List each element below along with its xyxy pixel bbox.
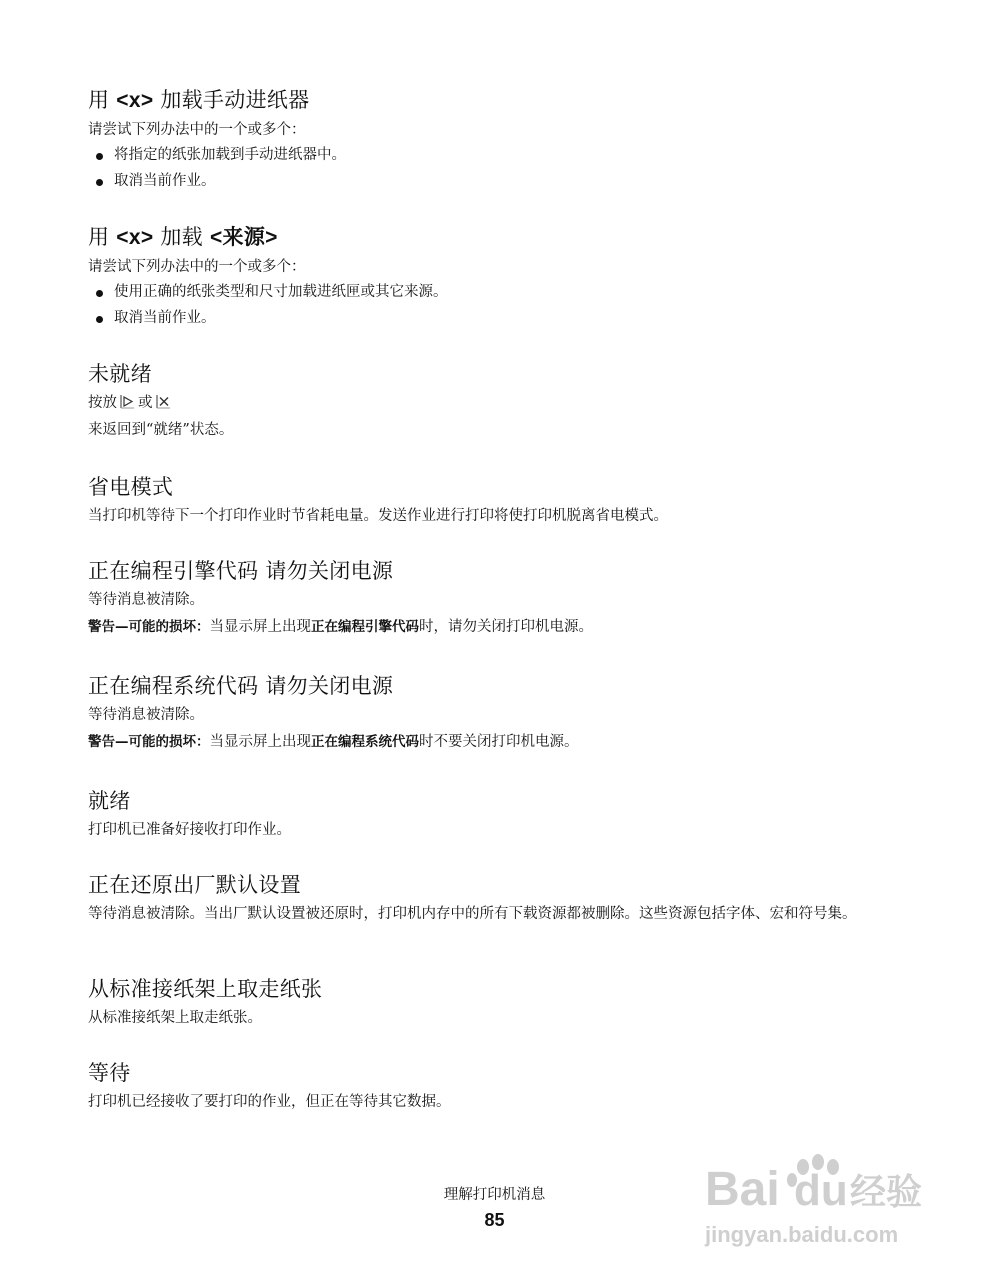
section-ready [88,787,908,871]
section-text: 来返回到“就绪”状态。 [88,422,234,438]
section-heading: 用 <x> 加载手动进纸器 [88,88,310,112]
section-waiting [88,1059,908,1112]
page-number: 85 [484,1210,505,1230]
bullet-icon [96,179,103,186]
section-intro: 请尝试下列办法中的一个或多个： [88,259,306,275]
section-power-saver [88,473,908,557]
section-heading: 正在还原出厂默认设置 [88,873,301,897]
section-text: 按放 或 [88,394,908,413]
bullet-icon [96,153,103,160]
section-load-manual-feeder [88,86,908,223]
section-programming-engine-code [88,557,908,672]
warning-label: 警告—可能的损坏： [88,619,210,635]
warning-label: 警告—可能的损坏： [88,734,210,750]
bullet-icon [96,316,103,323]
footer-title: 理解打印机消息 [443,1187,546,1203]
section-intro: 请尝试下列办法中的一个或多个： [88,122,306,138]
section-text: 从标准接纸架上取走纸张。 [88,1010,262,1026]
watermark-url: jingyan.baidu.com [705,1222,899,1247]
section-text: 等待消息被清除。 [88,592,204,608]
play-button-icon [120,394,135,409]
section-heading: 未就绪 [88,362,152,386]
section-heading: 等待 [88,1061,131,1085]
section-text: 当打印机等待下一个打印作业时节省耗电量。发送作业进行打印将使打印机脱离省电模式。 [88,508,668,524]
list-item: 使用正确的纸张类型和尺寸加载进纸匣或其它来源。 [88,283,908,302]
watermark-brand-cn: 经验 [850,1171,923,1212]
section-text: 等待消息被清除。当出厂默认设置被还原时，打印机内存中的所有下载资源都被删除。这些资源包括字体、宏和符号集。 [88,906,857,922]
stop-button-icon [156,394,171,409]
section-heading: 正在编程系统代码 请勿关闭电源 [88,674,394,698]
bullet-icon [96,290,103,297]
watermark-brand: Bai [705,1163,780,1216]
section-not-ready [88,360,908,473]
section-heading: 就绪 [88,789,131,813]
section-text: 打印机已准备好接收打印作业。 [88,822,291,838]
list-item: 取消当前作业。 [88,309,908,328]
warning-text: 警告—可能的损坏：当显示屏上出现正在编程系统代码时不要关闭打印机电源。 [88,734,579,750]
watermark-brand-du: du [794,1166,848,1215]
section-programming-system-code [88,672,908,787]
bullet-list [88,146,908,191]
section-restoring-defaults [88,871,908,975]
bullet-list [88,283,908,328]
section-remove-paper [88,975,908,1059]
section-heading: 省电模式 [88,475,174,499]
section-heading: 从标准接纸架上取走纸张 [88,977,323,1001]
section-load-source [88,223,908,360]
warning-text: 警告—可能的损坏：当显示屏上出现正在编程引擎代码时，请勿关闭打印机电源。 [88,619,593,635]
list-item: 取消当前作业。 [88,172,908,191]
document-page [88,86,908,1120]
list-item: 将指定的纸张加载到手动进纸器中。 [88,146,908,165]
baidu-watermark [700,1130,950,1260]
section-heading: 用 <x> 加载 <来源> [88,225,278,249]
section-text: 打印机已经接收了要打印的作业，但正在等待其它数据。 [88,1094,451,1110]
section-text: 等待消息被清除。 [88,707,204,723]
section-heading: 正在编程引擎代码 请勿关闭电源 [88,559,394,583]
